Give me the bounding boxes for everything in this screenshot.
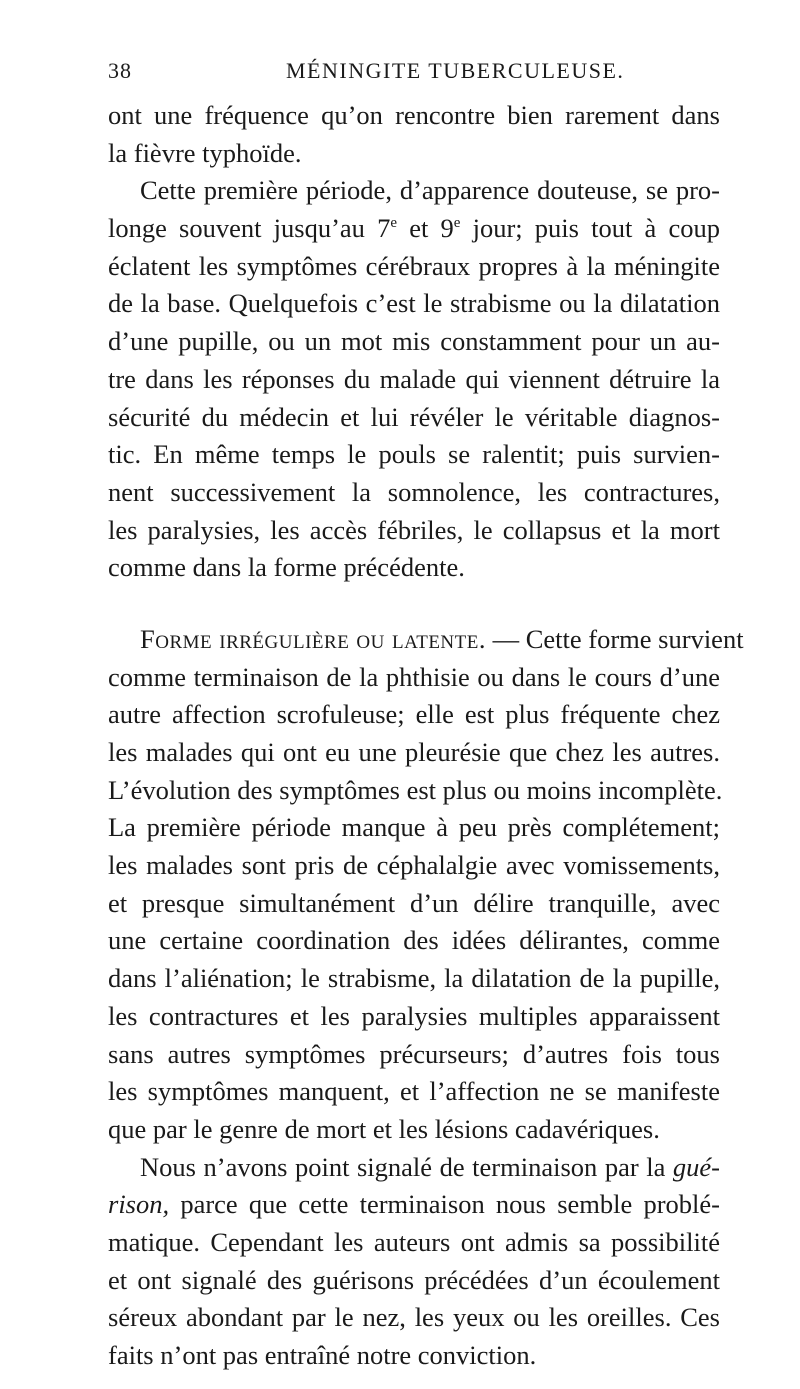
text-line [108, 1186, 720, 1224]
section-heading: Forme irrégulière ou latente. [140, 623, 486, 654]
text-line: ont une fréquence qu’on rencontre bien rarement dans [108, 100, 720, 130]
text-line: Cette première période, d’apparence douteuse, se pro- [140, 175, 720, 206]
text-line: L’évolution des symptômes est plus ou moins incomplète. [108, 774, 723, 805]
text-fragment: — Cette forme survient [485, 623, 744, 654]
text-line [108, 210, 720, 248]
text-line: tic. En même temps le pouls se ralentit; puis survien- [108, 439, 720, 470]
text-line: les malades qui ont eu une pleurésie que chez les autres. [108, 737, 720, 767]
text-line: sans autres symptômes précurseurs; d’autres fois tous [108, 1038, 720, 1069]
text-line: les symptômes manquent, et l’affection ne se manifeste [108, 1076, 720, 1107]
text-line [108, 1149, 720, 1187]
text-line: sécurité du médecin et lui révéler le véritable diagnos- [108, 401, 720, 432]
text-line: la fièvre typhoïde. [108, 137, 302, 168]
running-title: MÉNINGITE TUBERCULEUSE. [286, 58, 625, 83]
text-line: matique. Cependant les auteurs ont admis sa possibilité [108, 1226, 720, 1257]
italic-term: rison, [108, 1189, 170, 1220]
text-fragment: jour; puis tout à coup [460, 213, 720, 244]
text-line: que par le genre de mort et les lésions cadavériques. [108, 1113, 660, 1144]
text-line: dans l’aliénation; le strabisme, la dilatation de la pupille, [108, 963, 720, 994]
italic-term: gué- [672, 1151, 720, 1182]
text-line: séreux abondant par le nez, les yeux ou les oreilles. Ces [108, 1302, 720, 1333]
text-line: faits n’ont pas entraîné notre conviction. [108, 1340, 537, 1370]
paragraph-gap [108, 587, 720, 621]
text-fragment: parce que cette terminaison nous semble problé- [169, 1189, 720, 1220]
text-line: les paralysies, les accès fébriles, le collapsus et la mort [108, 514, 720, 545]
text-line: de la base. Quelquefois c’est le strabisme ou la dilatation [108, 288, 720, 319]
text-fragment: longe souvent jusqu’au 7 [108, 213, 391, 244]
body-text [108, 97, 744, 1375]
text-line: éclatent les symptômes cérébraux propres à la méningite [108, 250, 720, 281]
superscript: e [453, 215, 461, 232]
text-line [108, 621, 744, 659]
text-line: nent successivement la somnolence, les contractures, [108, 476, 720, 507]
text-line: les contractures et les paralysies multiples apparaissent [108, 1000, 720, 1031]
text-line: comme terminaison de la phthisie ou dans le cours d’une [108, 661, 720, 692]
text-line: autre affection scrofuleuse; elle est plus fréquente chez [108, 699, 720, 730]
text-line: La première période manque à peu près complétement; [108, 812, 720, 843]
text-line: comme dans la forme précédente. [108, 552, 465, 583]
superscript: e [390, 215, 398, 232]
text-line: d’une pupille, ou un mot mis constamment pour un au- [108, 326, 720, 357]
paragraph-continuation [108, 97, 720, 172]
text-line: une certaine coordination des idées délirantes, comme [108, 925, 720, 956]
running-head [108, 58, 720, 92]
page-number: 38 [108, 58, 132, 83]
paragraph-first-period [108, 172, 720, 587]
text-line: les malades sont pris de céphalalgie avec vomissements, [108, 850, 720, 881]
text-line: tre dans les réponses du malade qui viennent détruire la [108, 363, 720, 394]
text-fragment: et 9 [397, 213, 454, 244]
paragraph-irregular-form [108, 621, 744, 1149]
text-line: et presque simultanément d’un délire tranquille, avec [108, 887, 720, 918]
paragraph-termination [108, 1149, 720, 1375]
text-line: et ont signalé des guérisons précédées d’un écoulement [108, 1264, 720, 1295]
text-fragment: Nous n’avons point signalé de terminaison par la [140, 1151, 673, 1182]
